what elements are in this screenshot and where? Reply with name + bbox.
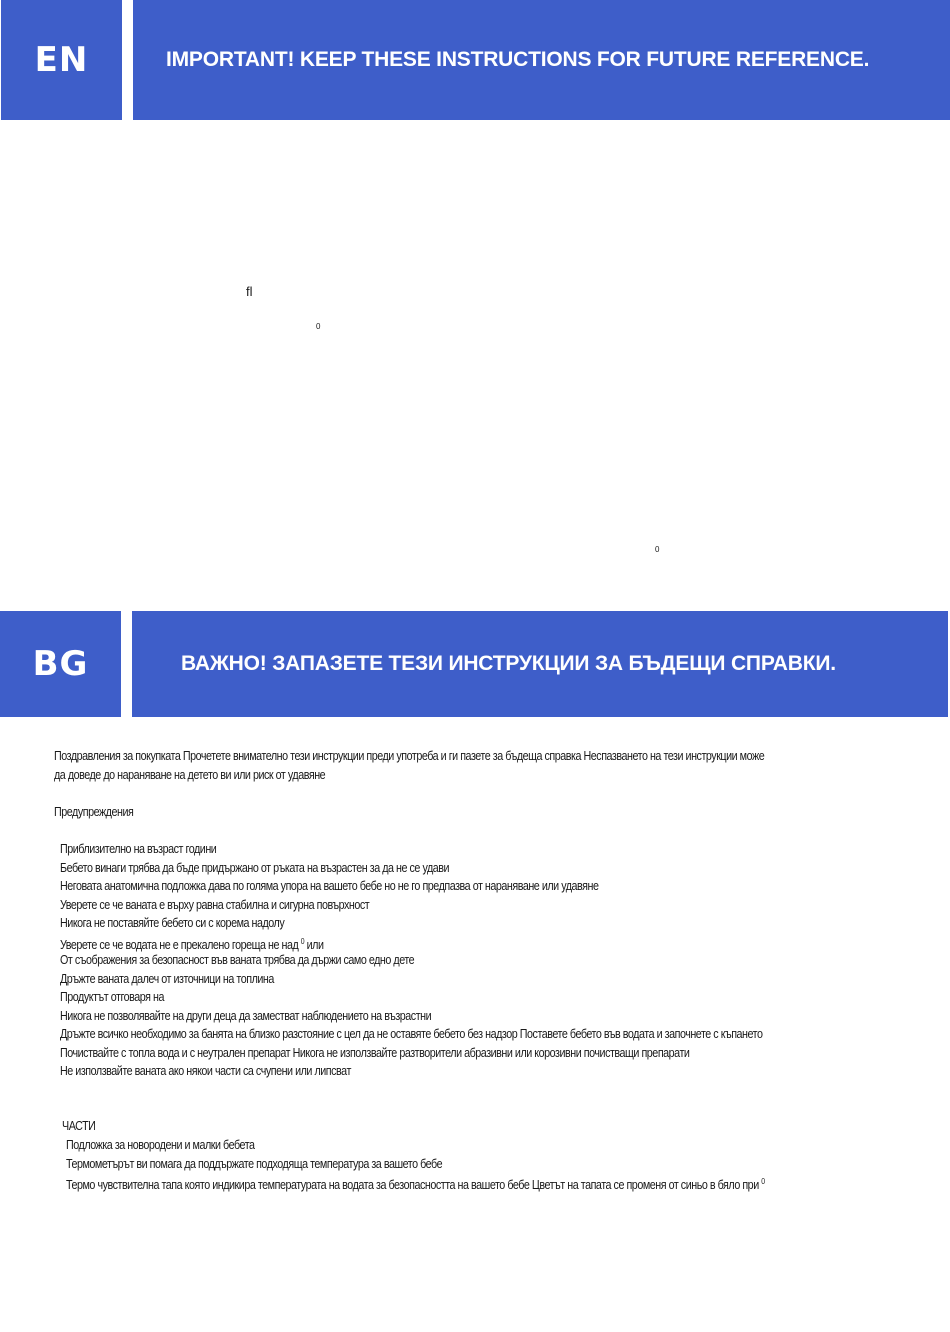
warning-item: Приблизително на възраст години [60,842,217,856]
bg-language-code: BG [32,644,89,684]
warning-item: Дръжте всичко необходимо за банята на близко разстояние с цел да не оставяте бебето без надзор Поставете бебето във водата и започнете с къпането [60,1027,763,1041]
en-stray-degree-2: 0 [655,545,660,554]
bg-parts-list [66,1136,765,1192]
bg-warnings-heading: Предупреждения [54,805,134,819]
bg-title-box [132,611,948,717]
part-item: Подложка за новородени и малки бебета [66,1138,255,1152]
warning-item: Не използвайте ваната ако някои части са счупени или липсват [60,1064,351,1078]
part-item-thermo-plug [66,1173,765,1192]
warning-item: Дръжте ваната далеч от източници на топлина [60,971,274,986]
bg-language-box [0,611,121,717]
en-stray-degree-1: 0 [316,322,321,331]
part-item: Термометърът ви помага да поддържате подходяща температура за вашето бебе [66,1156,443,1171]
bg-intro-line: Поздравления за покупката Прочетете внимателно тези инструкции преди употреба и ги пазете за бъдеща справка Неспазването на тези инструкции може [54,749,765,763]
warning-item: От съображения за безопасност във ваната трябва да държи само едно дете [60,953,415,967]
en-title-box [133,0,950,120]
warning-item: Никога не позволявайте на други деца да заместват наблюдението на възрастни [60,1008,432,1023]
bg-title: ВАЖНО! ЗАПАЗЕТЕ ТЕЗИ ИНСТРУКЦИИ ЗА БЪДЕЩИ СПРАВКИ. [181,652,836,675]
en-language-code: EN [34,40,89,80]
degree-superscript: 0 [761,1177,765,1186]
bg-intro-paragraph [54,747,764,784]
warning-text: Уверете се че водата не е прекалено гореща не над [60,937,301,952]
warning-text: или [304,937,324,952]
warning-item: Уверете се че ваната е върху равна стабилна и сигурна повърхност [60,897,370,912]
en-stray-glyph-fl: fl [246,284,253,299]
warning-item: Никога не поставяйте бебето си с корема надолу [60,916,285,930]
warning-item-water-temperature [60,933,762,952]
warning-item: Продуктът отговаря на [60,990,165,1004]
warning-item: Бебето винаги трябва да бъде придържано от ръката на възрастен за да не се удави [60,860,450,875]
en-language-box [1,0,122,120]
bg-header-banner [0,611,950,717]
warning-item: Неговата анатомична подложка дава по голяма упора на вашето бебе но не го предпазва от нараняване или удавяне [60,879,599,893]
warning-item: Почиствайте с топла вода и с неутрален препарат Никога не използвайте разтворители абразивни или корозивни почистващи препарати [60,1045,690,1060]
part-text: Термо чувствителна тапа която индикира температурата на водата за безопасността на вашето бебе Цветът на тапата се променя от синьо в бяло при [66,1178,762,1193]
degree-superscript: 0 [300,936,305,946]
bg-parts-heading: ЧАСТИ [62,1119,96,1133]
bg-intro-line: да доведе до нараняване на детето ви или риск от удавяне [54,767,326,782]
en-title: IMPORTANT! KEEP THESE INSTRUCTIONS FOR FUTURE REFERENCE. [166,48,870,71]
bg-warnings-list [60,840,762,1081]
en-header-banner [0,0,950,120]
